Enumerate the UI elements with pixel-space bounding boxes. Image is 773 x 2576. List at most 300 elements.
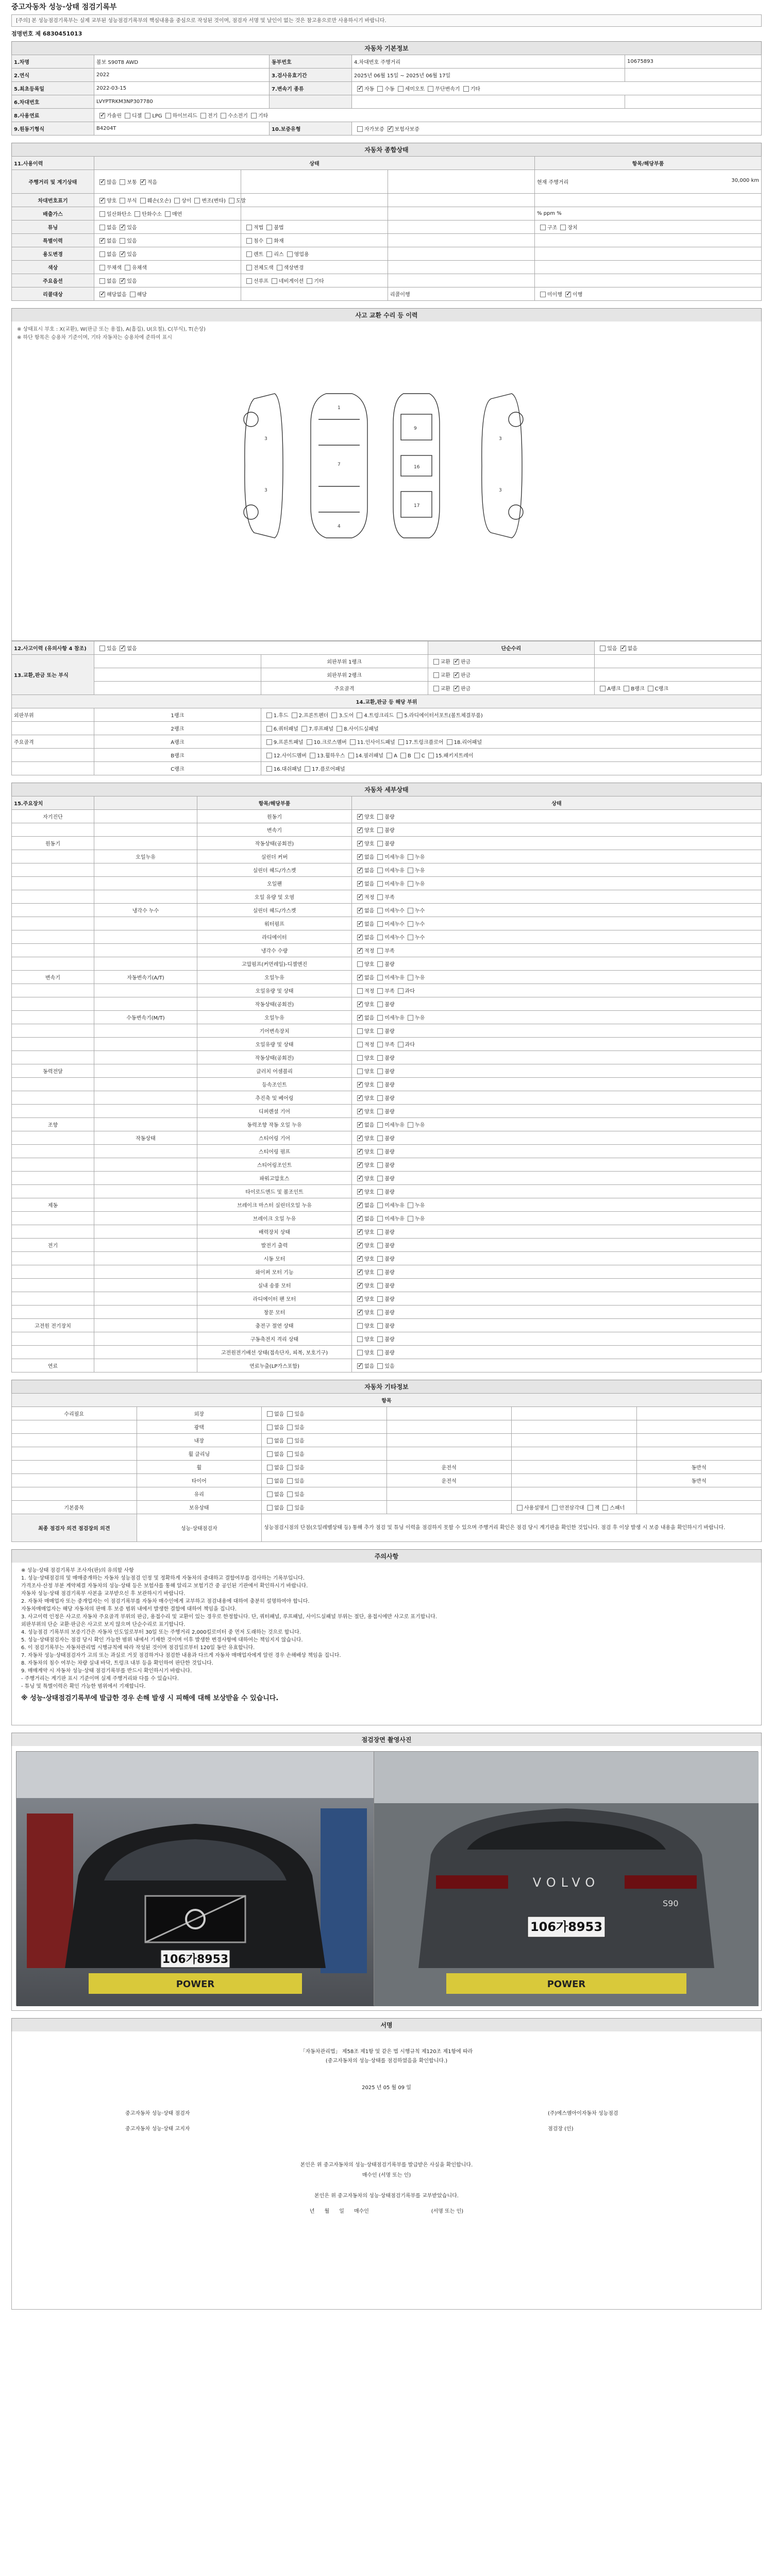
option-label: 리스 (274, 252, 284, 258)
option-label: 사용설명서 (524, 1505, 549, 1511)
option-label: 있음 (127, 239, 137, 244)
cell (12, 170, 94, 194)
cell (352, 1292, 762, 1306)
cell (94, 1332, 197, 1346)
cell-text: 외판부위 (14, 713, 34, 719)
cell (352, 1185, 762, 1198)
cell (197, 837, 352, 850)
option (354, 1161, 374, 1168)
cell (197, 971, 352, 984)
option-label: 없음 (364, 1203, 375, 1209)
option-label: 화재 (274, 239, 284, 244)
checkbox-icon (135, 211, 140, 217)
option-label: 침수 (254, 239, 264, 244)
cell-text: 충전구 절연 상태 (255, 1324, 294, 1329)
option (96, 196, 116, 204)
checkbox-icon (463, 86, 469, 92)
cell (197, 997, 352, 1011)
checkbox-icon (602, 1505, 608, 1511)
option-label: 양호 (107, 198, 117, 204)
sign-right-1: (주)에스엠아이자동차 성능점검 (548, 2111, 618, 2116)
option-label: 해당 (137, 292, 147, 298)
diagram-legend (17, 326, 206, 342)
cell (12, 735, 94, 749)
cell (352, 837, 762, 850)
cell (12, 55, 94, 69)
option (162, 111, 197, 119)
cell (12, 1051, 94, 1064)
cell-text: 주요옵션 (43, 279, 63, 284)
cell (636, 1434, 762, 1447)
checkbox-icon (200, 113, 206, 118)
option (354, 1308, 374, 1316)
checkbox-icon (408, 854, 413, 860)
cell-text: B4204T (96, 126, 116, 131)
option (374, 893, 394, 901)
option (116, 644, 137, 652)
option-label: 있음 (107, 646, 117, 652)
legend-line-2: ※ 하단 항목은 승용차 기준이며, 기타 자동차는 승용차에 준하여 표시 (17, 335, 172, 341)
checkbox-icon (648, 686, 653, 691)
option (354, 1255, 374, 1262)
checkbox-icon (287, 1465, 293, 1470)
option (284, 1436, 304, 1444)
cell (197, 877, 352, 890)
checkbox-icon (120, 646, 125, 651)
other-table (11, 1393, 762, 1542)
checkbox-icon (99, 251, 105, 257)
option-label: 없음 (274, 1492, 284, 1498)
option-label: 적법 (254, 225, 264, 231)
cell (352, 1064, 762, 1078)
cell (94, 722, 261, 735)
option-label: 보험사보증 (394, 127, 419, 132)
option (116, 250, 137, 258)
checkbox-icon (357, 935, 363, 940)
option-label: 양호 (364, 1002, 375, 1008)
cell (94, 287, 241, 301)
detail-table (11, 796, 762, 1372)
cell-text: 오일누유 (264, 1015, 284, 1021)
option-label: 양호 (364, 1350, 375, 1356)
option (304, 277, 324, 284)
cell (261, 655, 428, 668)
cell-text: 변속기 (267, 828, 282, 834)
cell (261, 708, 761, 722)
checkbox-icon (428, 86, 433, 92)
cell (94, 247, 241, 261)
option (374, 1094, 394, 1101)
cell (386, 1501, 512, 1514)
option (243, 236, 263, 244)
option (395, 84, 425, 92)
option-label: 상이 (181, 198, 192, 204)
checkbox-icon (398, 1042, 404, 1047)
part-option (347, 738, 395, 745)
cell-text: 성능·상태점검자 (180, 1526, 217, 1532)
option-label: 과다 (405, 989, 415, 994)
option-label: 불량 (384, 828, 395, 834)
option-label: 양호 (364, 1069, 375, 1075)
checkbox-icon (357, 1336, 363, 1342)
cell-text: 11.사용이력 (14, 161, 43, 167)
part-option (394, 711, 483, 719)
cell-text: 오일유량 및 상태 (255, 989, 294, 994)
checkbox-icon (267, 1438, 273, 1444)
cell (625, 69, 762, 82)
checkbox-icon (251, 113, 257, 118)
option-label: 불량 (384, 1270, 395, 1276)
cell (94, 877, 197, 890)
cell (94, 1105, 197, 1118)
svg-text:9: 9 (414, 426, 417, 431)
cell (94, 194, 246, 207)
option (264, 1410, 284, 1417)
report (11, 0, 762, 2310)
option (374, 839, 394, 847)
cell (197, 1332, 352, 1346)
cell-text: 원동기 (45, 841, 60, 847)
cell-text: 실린더 커버 (261, 855, 288, 860)
cell (535, 194, 762, 207)
option (142, 113, 162, 119)
checkbox-icon (357, 894, 363, 900)
option (354, 893, 374, 901)
option-label: 불량 (384, 1324, 395, 1329)
cell (197, 944, 352, 957)
cell (94, 261, 241, 274)
checkbox-icon (267, 1451, 273, 1457)
checkbox-icon (266, 251, 272, 257)
cell (94, 904, 197, 917)
cell (352, 944, 762, 957)
option-label: 미세누유 (384, 1203, 405, 1209)
option (354, 1013, 374, 1021)
option-label: 양호 (364, 1270, 375, 1276)
option-label: 양호 (364, 1176, 375, 1182)
cell (12, 1158, 94, 1172)
option (395, 1040, 415, 1048)
cell (12, 1279, 94, 1292)
checkbox-icon (120, 251, 125, 257)
option (374, 866, 405, 874)
note-line: 9. 매매계약 시 자동차 성능·상태 점검기록부를 반드시 확인하시기 바랍니다. (21, 1668, 192, 1674)
checkbox-icon (99, 265, 105, 270)
part-label: 1.후드 (273, 713, 289, 719)
checkbox-icon (408, 1015, 413, 1021)
cell-text: 내장 (194, 1438, 204, 1444)
cell (352, 1239, 762, 1252)
cell (94, 890, 197, 904)
cell-text: 수리필요 (64, 1412, 85, 1417)
option-label: 미세누유 (384, 882, 405, 887)
cell (197, 850, 352, 863)
cell (12, 762, 94, 775)
cell (94, 850, 197, 863)
part-option (304, 738, 347, 745)
cell (386, 1407, 512, 1420)
cell-text: B랭크 (171, 753, 184, 759)
option-label: 네비게이션 (278, 279, 304, 284)
cell (512, 1461, 637, 1474)
svg-text:16: 16 (414, 465, 420, 470)
checkbox-icon (267, 1478, 273, 1484)
checkbox-icon (267, 1492, 273, 1497)
option (116, 277, 137, 284)
option-label: 없음 (364, 935, 375, 941)
cell-text: 고전원전기배선 상태(접속단자, 피복, 보호기구) (221, 1350, 328, 1356)
checkbox-icon (99, 113, 105, 118)
checkbox-icon (377, 868, 383, 873)
option (96, 236, 116, 244)
note-line: 2. 자동차 매매업자 또는 중개업자는 이 점검기록부를 자동차 매수인에게 교부하고 점검내용에 대하여 충분히 설명하여야 합니다. (21, 1599, 310, 1604)
cell (386, 1447, 512, 1461)
cell-text: 브레이크 오일 누유 (253, 1216, 296, 1222)
checkbox-icon (428, 753, 434, 758)
cell-text: 작동상태(공회전) (255, 1056, 294, 1061)
cell (625, 55, 762, 69)
cell (261, 682, 428, 695)
checkbox-icon (453, 686, 459, 691)
checkbox-icon (377, 1082, 383, 1088)
cell (197, 1051, 352, 1064)
cell-text: 오일누유 (136, 855, 156, 860)
part-label: 7.루프패널 (308, 726, 334, 732)
option (405, 920, 425, 927)
option (96, 111, 122, 119)
cell-text: 휠 클리닝 (188, 1452, 210, 1458)
option (450, 671, 470, 679)
option (263, 236, 283, 244)
cell (197, 1239, 352, 1252)
option-label: 렌트 (254, 252, 264, 258)
cell (12, 1501, 137, 1514)
cell (352, 82, 762, 95)
option-label: 누유 (414, 882, 425, 887)
part-option (263, 738, 304, 745)
cell-text: 용도변경 (43, 252, 63, 258)
rear-plate: 106가8953 (530, 1920, 603, 1934)
cell (625, 95, 762, 109)
checkbox-icon (377, 1109, 383, 1114)
checkbox-icon (357, 1109, 363, 1114)
cell (197, 863, 352, 877)
cell (386, 1461, 512, 1474)
option-label: 불량 (384, 1002, 395, 1008)
cell (137, 1501, 262, 1514)
checkbox-icon (377, 894, 383, 900)
cell (352, 1306, 762, 1319)
option (96, 644, 116, 652)
option-label: 양호 (364, 1257, 375, 1262)
checkbox-icon (266, 766, 272, 772)
option-label: 양호 (364, 1109, 375, 1115)
cell (12, 221, 94, 234)
checkbox-icon (350, 739, 356, 745)
option-label: 스패너 (610, 1505, 625, 1511)
option-label: 없음 (364, 1364, 375, 1369)
cell (352, 1091, 762, 1105)
cell-text: 6.차대번호 (14, 100, 40, 106)
cell-text: 8.사용연료 (14, 113, 40, 119)
option-label: 없음 (107, 239, 117, 244)
cell-text: 추진축 및 베어링 (255, 1096, 294, 1101)
cell (636, 1447, 762, 1461)
option-label: 부족 (384, 989, 395, 994)
checkbox-icon (357, 1176, 363, 1181)
option (354, 1027, 374, 1035)
cell (388, 261, 535, 274)
cell-text: 4.차대번호 주행거리 (354, 60, 400, 65)
checkbox-icon (357, 948, 363, 954)
cell (535, 234, 762, 247)
option (374, 1362, 394, 1369)
checkbox-icon (307, 278, 312, 284)
option-label: 미세누유 (384, 1015, 405, 1021)
cell (262, 1514, 762, 1542)
cell (388, 207, 535, 221)
option (284, 250, 309, 258)
checkbox-icon (292, 713, 297, 718)
cell (94, 1078, 197, 1091)
cell (352, 1225, 762, 1239)
cell-text: 자기진단 (43, 815, 63, 820)
cell (12, 1434, 137, 1447)
sign-line-3: 본인은 위 중고자동차의 성능·상태점검기록부를 발급받은 사실을 확인합니다. (300, 2162, 473, 2168)
option (122, 263, 147, 271)
cell (94, 221, 241, 234)
cell (262, 1474, 387, 1487)
checkbox-icon (125, 265, 130, 270)
cell-text: 실린더 헤드/가스켓 (253, 908, 296, 914)
cell (12, 1487, 137, 1501)
cell-text: 시동 모터 (263, 1257, 285, 1262)
checkbox-icon (140, 179, 146, 185)
checkbox-icon (267, 1411, 273, 1417)
checkbox-icon (125, 113, 130, 118)
checkbox-icon (357, 1256, 363, 1262)
checkbox-icon (246, 225, 252, 230)
cell (12, 1346, 94, 1359)
cell-text: 주요골격 (14, 740, 34, 745)
option (217, 111, 248, 119)
cell (352, 1118, 762, 1131)
cell (352, 1198, 762, 1212)
option (374, 1054, 394, 1061)
part-label: 14.필러패널 (355, 753, 384, 759)
cell (197, 930, 352, 944)
checkbox-icon (398, 739, 404, 745)
option-label: 없음 (274, 1465, 284, 1471)
option (374, 1348, 394, 1356)
cell (12, 971, 94, 984)
option-label: 미세누유 (384, 975, 405, 981)
cell (636, 1474, 762, 1487)
cell (261, 735, 761, 749)
option-label: 무채색 (107, 265, 122, 271)
option (116, 223, 137, 231)
cell-text: 실내 송풍 모터 (258, 1283, 291, 1289)
note-line: 7. 자동차 성능·상태점검자가 고의 또는 과실로 거짓 점검하거나 점검한 내용과 다르게 자동차 매매업자에게 알린 경우 손해배상 책임을 집니다. (21, 1653, 341, 1658)
document-number (11, 27, 762, 41)
option-label: 자동 (364, 87, 375, 92)
option (354, 1094, 374, 1101)
option-label: 불량 (384, 1149, 395, 1155)
cell (352, 930, 762, 944)
option (354, 1134, 374, 1142)
option (354, 1067, 374, 1075)
option-label: 매연 (172, 212, 182, 217)
cell (352, 1319, 762, 1332)
option (354, 1188, 374, 1195)
cell (512, 1434, 637, 1447)
option (354, 1335, 374, 1343)
cell (12, 109, 94, 122)
checkbox-icon (357, 1350, 363, 1355)
option (374, 1321, 394, 1329)
option-label: 수소전기 (228, 113, 248, 119)
option (405, 1201, 425, 1209)
checkbox-icon (165, 211, 171, 217)
cell-text: 동반석 (691, 1465, 707, 1471)
option-label: 교환 (440, 659, 450, 665)
option-label: 미세누수 (384, 935, 405, 941)
cell (12, 877, 94, 890)
option (354, 906, 374, 914)
option-label: 부족 (384, 1042, 395, 1048)
cell (12, 287, 94, 301)
option-label: 가솔린 (107, 113, 122, 119)
note-line: 4. 성능점검 기록부의 보증기간은 자동차 인도일로부터 30일 또는 주행거리 2,000킬로미터 중 먼저 도래하는 것으로 합니다. (21, 1630, 301, 1635)
option (127, 290, 147, 298)
option-label: 무단변속기 (435, 87, 460, 92)
cell (94, 1064, 197, 1078)
option-label: 누수 (414, 922, 425, 927)
cell (197, 1078, 352, 1091)
sign-right-2: 점검장 (인) (548, 2126, 574, 2132)
option-label: 누유 (414, 975, 425, 981)
cell (512, 1447, 637, 1461)
cell (428, 655, 595, 668)
checkbox-icon (307, 739, 312, 745)
cell (12, 1332, 94, 1346)
option (354, 125, 384, 132)
cell (636, 1501, 762, 1514)
cell-text: 리콜이행 (390, 292, 410, 298)
option (374, 1107, 394, 1115)
option-label: 없음 (627, 646, 637, 652)
option-label: 탄화수소 (142, 212, 162, 217)
checkbox-icon (377, 881, 383, 887)
option-label: 없음 (364, 1123, 375, 1128)
cell-text: 2랭크 (171, 726, 184, 732)
checkbox-icon (357, 975, 363, 980)
cell-text: 작동상태(공회전) (255, 1002, 294, 1008)
option (599, 1503, 625, 1511)
option-label: 없음 (364, 1216, 375, 1222)
cell (12, 1105, 94, 1118)
cell (94, 944, 197, 957)
cell (12, 641, 94, 655)
cell (352, 810, 762, 823)
other-title: 자동차 기타정보 (11, 1380, 762, 1393)
cell-text: 오일누유 (264, 975, 284, 981)
option (354, 1214, 374, 1222)
cell (12, 95, 94, 109)
cell (352, 1158, 762, 1172)
part-label: B (407, 753, 411, 759)
cell-text: 항목 (381, 1398, 392, 1404)
